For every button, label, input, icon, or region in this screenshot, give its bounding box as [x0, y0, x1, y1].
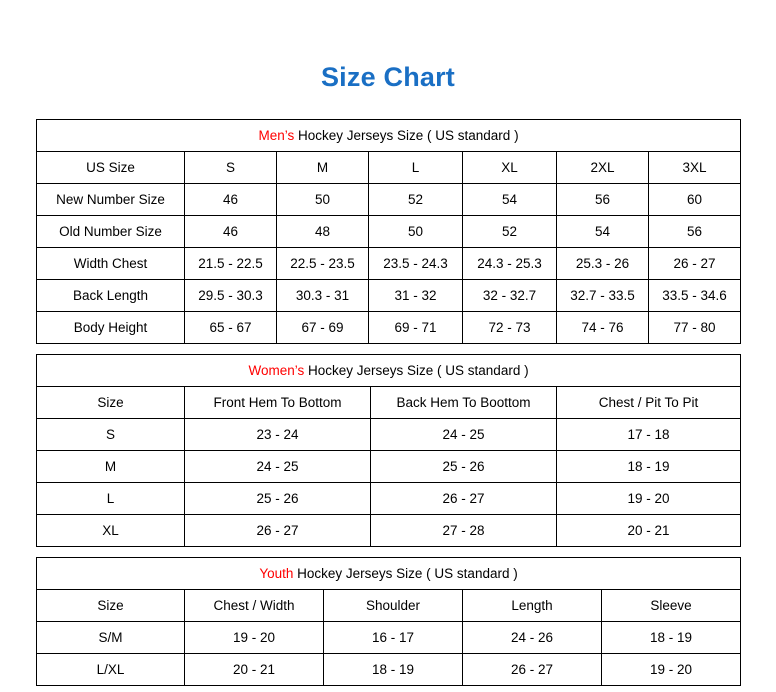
mens-col-header: L [369, 152, 463, 184]
table-cell: 20 - 21 [557, 515, 741, 547]
table-cell: 52 [463, 216, 557, 248]
table-cell: 46 [185, 184, 277, 216]
mens-col-header: 2XL [557, 152, 649, 184]
table-row [37, 451, 741, 483]
table-cell: 32 - 32.7 [463, 280, 557, 312]
table-cell: 16 - 17 [324, 622, 463, 654]
row-label: XL [37, 515, 185, 547]
mens-heading-rest: Hockey Jerseys Size ( US standard ) [294, 128, 519, 143]
youth-column-header-row [37, 590, 741, 622]
table-cell: 56 [557, 184, 649, 216]
table-cell: 20 - 21 [185, 654, 324, 686]
youth-col-header: Size [37, 590, 185, 622]
table-cell: 25 - 26 [185, 483, 371, 515]
page-title: Size Chart [320, 62, 456, 92]
table-cell: 22.5 - 23.5 [277, 248, 369, 280]
table-cell: 46 [185, 216, 277, 248]
row-label: S/M [37, 622, 185, 654]
table-row [37, 483, 741, 515]
table-cell: 26 - 27 [371, 483, 557, 515]
table-cell: 31 - 32 [369, 280, 463, 312]
mens-section-heading [37, 120, 741, 152]
womens-col-header: Chest / Pit To Pit [557, 387, 741, 419]
mens-size-table [36, 119, 741, 344]
table-cell: 18 - 19 [324, 654, 463, 686]
table-cell: 32.7 - 33.5 [557, 280, 649, 312]
mens-column-header-row [37, 152, 741, 184]
table-cell: 65 - 67 [185, 312, 277, 344]
size-chart-tables [36, 119, 740, 686]
table-cell: 50 [369, 216, 463, 248]
table-row [37, 515, 741, 547]
mens-col-header: M [277, 152, 369, 184]
table-cell: 26 - 27 [463, 654, 602, 686]
youth-section-heading-row [37, 558, 741, 590]
table-cell: 24.3 - 25.3 [463, 248, 557, 280]
table-cell: 77 - 80 [649, 312, 741, 344]
table-row [37, 216, 741, 248]
table-cell: 21.5 - 22.5 [185, 248, 277, 280]
table-cell: 27 - 28 [371, 515, 557, 547]
womens-column-header-row [37, 387, 741, 419]
table-cell: 29.5 - 30.3 [185, 280, 277, 312]
womens-col-header: Size [37, 387, 185, 419]
table-cell: 54 [463, 184, 557, 216]
mens-col-header: US Size [37, 152, 185, 184]
mens-col-header: S [185, 152, 277, 184]
womens-col-header: Front Hem To Bottom [185, 387, 371, 419]
youth-size-table [36, 557, 741, 686]
table-cell: 25 - 26 [371, 451, 557, 483]
table-cell: 60 [649, 184, 741, 216]
table-cell: 19 - 20 [602, 654, 741, 686]
table-row [37, 248, 741, 280]
row-label: Width Chest [37, 248, 185, 280]
row-label: Body Height [37, 312, 185, 344]
table-cell: 18 - 19 [602, 622, 741, 654]
table-cell: 52 [369, 184, 463, 216]
womens-heading-rest: Hockey Jerseys Size ( US standard ) [304, 363, 529, 378]
youth-col-header: Shoulder [324, 590, 463, 622]
table-row [37, 419, 741, 451]
womens-col-header: Back Hem To Boottom [371, 387, 557, 419]
table-cell: 17 - 18 [557, 419, 741, 451]
table-cell: 19 - 20 [185, 622, 324, 654]
table-cell: 18 - 19 [557, 451, 741, 483]
row-label: S [37, 419, 185, 451]
table-cell: 26 - 27 [185, 515, 371, 547]
table-cell: 72 - 73 [463, 312, 557, 344]
youth-col-header: Chest / Width [185, 590, 324, 622]
table-cell: 19 - 20 [557, 483, 741, 515]
table-cell: 24 - 25 [371, 419, 557, 451]
table-cell: 56 [649, 216, 741, 248]
row-label: New Number Size [37, 184, 185, 216]
mens-col-header: 3XL [649, 152, 741, 184]
mens-heading-accent: Men’s [258, 128, 295, 143]
youth-heading-rest: Hockey Jerseys Size ( US standard ) [293, 566, 518, 581]
table-cell: 30.3 - 31 [277, 280, 369, 312]
row-label: L/XL [37, 654, 185, 686]
table-cell: 24 - 26 [463, 622, 602, 654]
table-cell: 23 - 24 [185, 419, 371, 451]
table-row [37, 280, 741, 312]
row-label: L [37, 483, 185, 515]
table-row [37, 622, 741, 654]
table-row [37, 654, 741, 686]
table-cell: 33.5 - 34.6 [649, 280, 741, 312]
youth-section-heading [37, 558, 741, 590]
mens-col-header: XL [463, 152, 557, 184]
row-label: M [37, 451, 185, 483]
table-row [37, 184, 741, 216]
table-cell: 25.3 - 26 [557, 248, 649, 280]
table-row [37, 312, 741, 344]
womens-heading-accent: Women’s [248, 363, 305, 378]
youth-col-header: Length [463, 590, 602, 622]
table-cell: 69 - 71 [369, 312, 463, 344]
table-cell: 67 - 69 [277, 312, 369, 344]
row-label: Old Number Size [37, 216, 185, 248]
row-label: Back Length [37, 280, 185, 312]
youth-heading-accent: Youth [259, 566, 294, 581]
table-cell: 48 [277, 216, 369, 248]
womens-section-heading-row [37, 355, 741, 387]
womens-section-heading [37, 355, 741, 387]
table-cell: 26 - 27 [649, 248, 741, 280]
table-cell: 54 [557, 216, 649, 248]
table-cell: 74 - 76 [557, 312, 649, 344]
table-cell: 23.5 - 24.3 [369, 248, 463, 280]
mens-section-heading-row [37, 120, 741, 152]
table-cell: 24 - 25 [185, 451, 371, 483]
womens-size-table [36, 354, 741, 547]
table-cell: 50 [277, 184, 369, 216]
youth-col-header: Sleeve [602, 590, 741, 622]
